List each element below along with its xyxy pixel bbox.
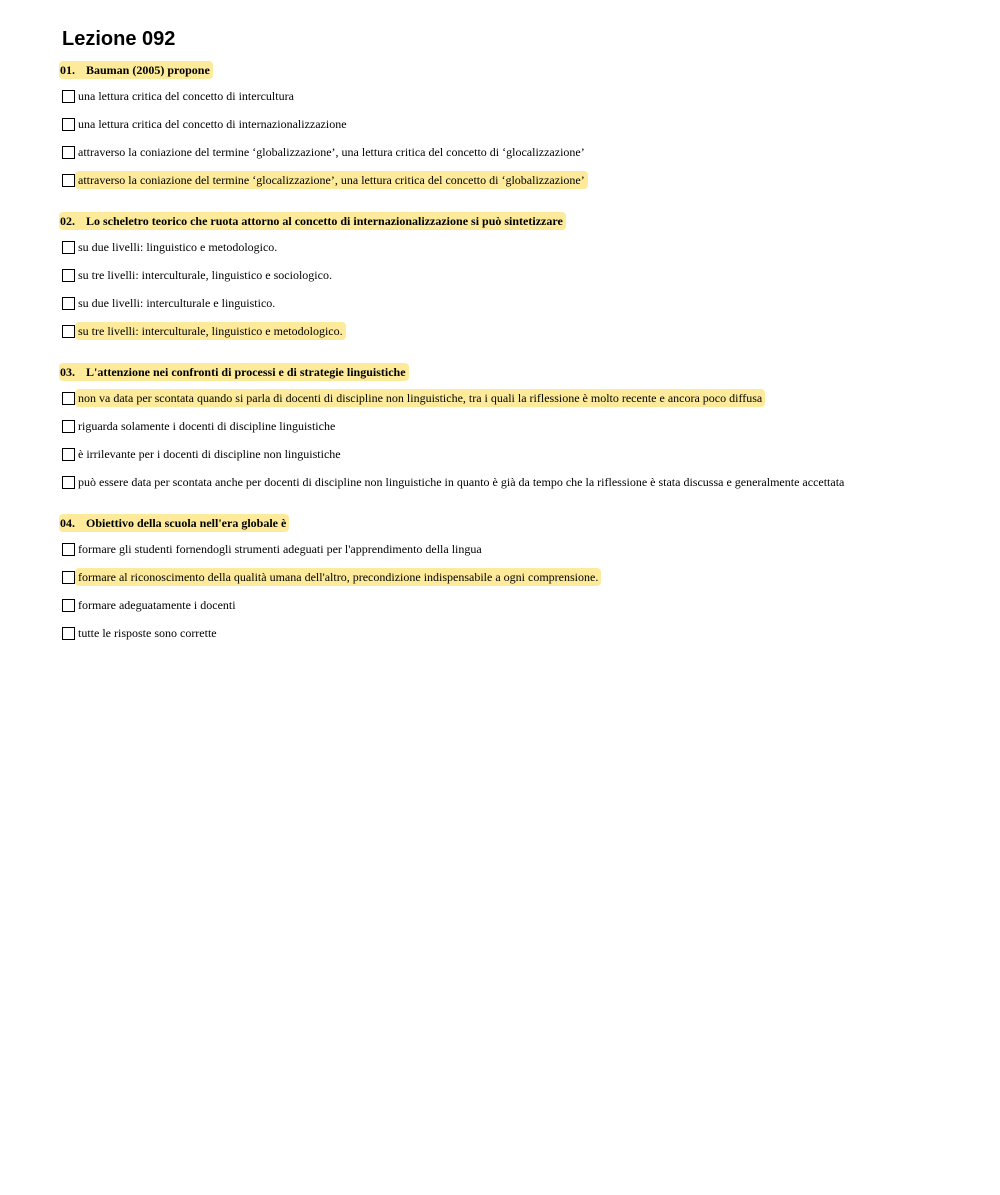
answer-text-highlighted: su tre livelli: interculturale, linguistico e metodologico. (75, 322, 346, 340)
answer-option[interactable] (62, 568, 982, 586)
answer-text: è irrilevante per i docenti di discipline non linguistiche (78, 447, 341, 461)
answer-option[interactable] (62, 266, 982, 284)
answer-text-highlighted: formare al riconoscimento della qualità umana dell'altro, precondizione indispensabile a ogni comprensione. (75, 568, 601, 586)
answer-checkbox[interactable] (62, 90, 75, 103)
answer-checkbox[interactable] (62, 241, 75, 254)
answer-option[interactable] (62, 389, 982, 407)
question-block (62, 212, 982, 340)
answer-checkbox[interactable] (62, 297, 75, 310)
answer-text-highlighted: non va data per scontata quando si parla di docenti di discipline non linguistiche, tra i quali la riflessione è molto recente e ancora poco diffusa (75, 389, 765, 407)
question-heading (59, 363, 409, 381)
answer-option[interactable] (62, 473, 982, 491)
answer-text: formare adeguatamente i docenti (78, 598, 236, 612)
answer-checkbox[interactable] (62, 627, 75, 640)
question-block (62, 363, 982, 491)
answer-option[interactable] (62, 115, 982, 133)
answer-text: attraverso la coniazione del termine ‘globalizzazione’, una lettura critica del concetto di ‘glocalizzazione’ (78, 145, 585, 159)
answer-checkbox[interactable] (62, 571, 75, 584)
answer-option[interactable] (62, 417, 982, 435)
answer-checkbox[interactable] (62, 269, 75, 282)
answer-text: tutte le risposte sono corrette (78, 626, 217, 640)
question-number: 03. (60, 365, 75, 379)
answer-text: una lettura critica del concetto di intercultura (78, 89, 294, 103)
question-block (62, 61, 982, 189)
question-text: Lo scheletro teorico che ruota attorno al concetto di internazionalizzazione si può sintetizzare (86, 214, 563, 228)
answer-text: su due livelli: linguistico e metodologico. (78, 240, 278, 254)
answer-checkbox[interactable] (62, 146, 75, 159)
answer-checkbox[interactable] (62, 543, 75, 556)
answer-text: su due livelli: interculturale e linguistico. (78, 296, 276, 310)
answer-checkbox[interactable] (62, 325, 75, 338)
question-text: Obiettivo della scuola nell'era globale è (86, 516, 287, 530)
answer-option[interactable] (62, 540, 982, 558)
question-heading (59, 61, 213, 79)
answer-text: formare gli studenti fornendogli strumenti adeguati per l'apprendimento della lingua (78, 542, 482, 556)
answer-option[interactable] (62, 171, 982, 189)
answer-option[interactable] (62, 445, 982, 463)
answer-checkbox[interactable] (62, 599, 75, 612)
answer-option[interactable] (62, 322, 982, 340)
answer-checkbox[interactable] (62, 448, 75, 461)
question-number: 02. (60, 214, 75, 228)
answer-option[interactable] (62, 143, 982, 161)
answer-option[interactable] (62, 294, 982, 312)
answer-checkbox[interactable] (62, 476, 75, 489)
answer-option[interactable] (62, 87, 982, 105)
answer-checkbox[interactable] (62, 420, 75, 433)
page-title: Lezione 092 (62, 28, 176, 50)
question-number: 01. (60, 63, 75, 77)
answer-text: su tre livelli: interculturale, linguistico e sociologico. (78, 268, 332, 282)
answer-text: può essere data per scontata anche per docenti di discipline non linguistiche in quanto è già da tempo che la riflessione è stata discussa e generalmente accettata (78, 475, 845, 489)
answer-checkbox[interactable] (62, 118, 75, 131)
answer-option[interactable] (62, 596, 982, 614)
question-heading (59, 514, 289, 532)
answer-text: riguarda solamente i docenti di discipline linguistiche (78, 419, 336, 433)
question-heading (59, 212, 566, 230)
answer-text: una lettura critica del concetto di internazionalizzazione (78, 117, 347, 131)
answer-checkbox[interactable] (62, 392, 75, 405)
question-text: Bauman (2005) propone (86, 63, 210, 77)
question-number: 04. (60, 516, 75, 530)
question-block (62, 514, 982, 642)
answer-checkbox[interactable] (62, 174, 75, 187)
answer-option[interactable] (62, 238, 982, 256)
question-text: L'attenzione nei confronti di processi e di strategie linguistiche (86, 365, 406, 379)
answer-option[interactable] (62, 624, 982, 642)
answer-text-highlighted: attraverso la coniazione del termine ‘glocalizzazione’, una lettura critica del concetto di ‘globalizzazione’ (75, 171, 588, 189)
